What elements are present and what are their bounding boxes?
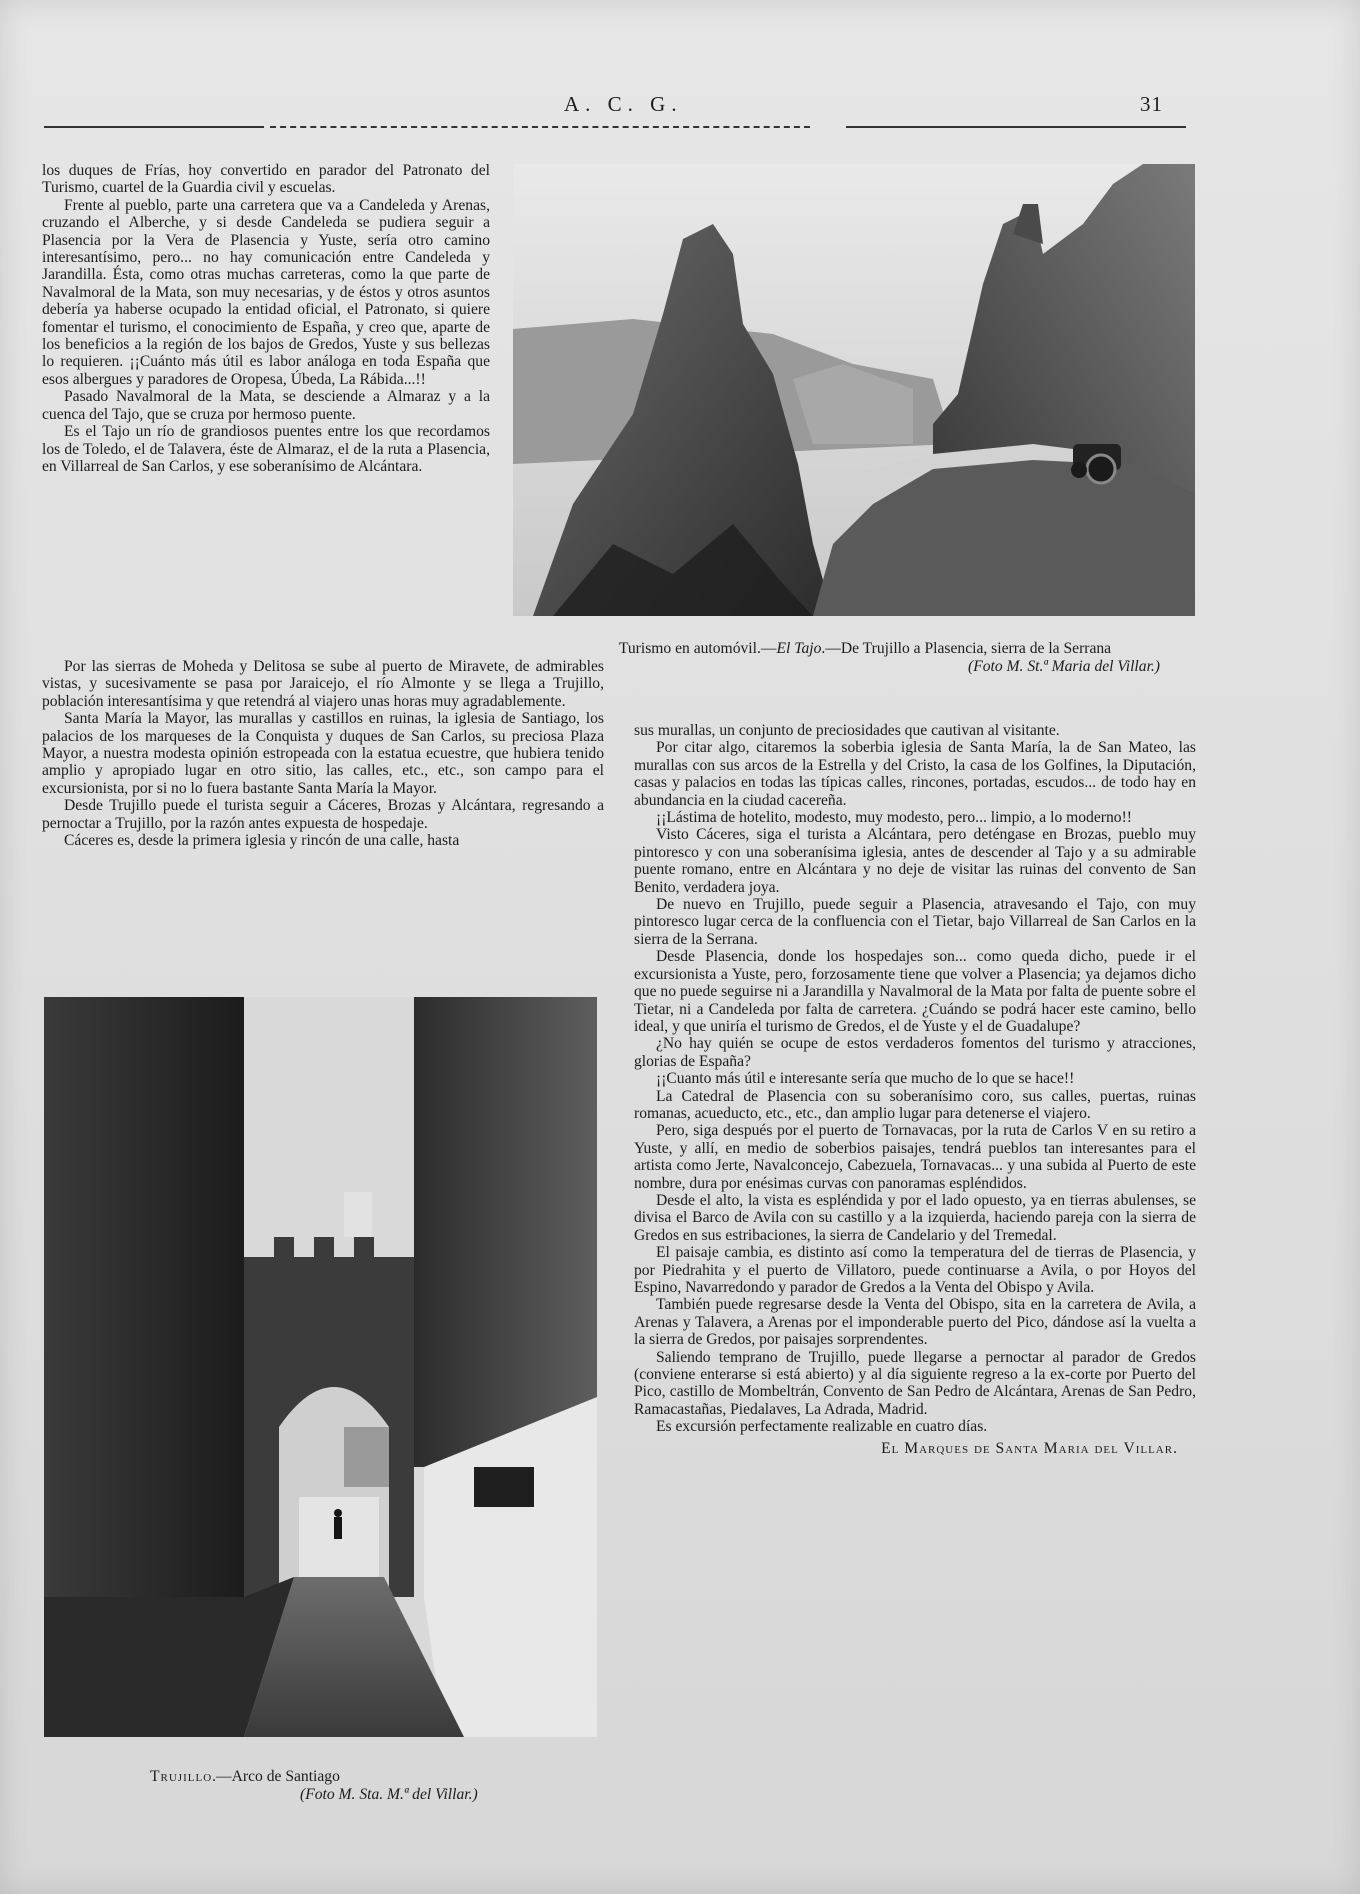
paragraph: La Catedral de Plasencia con su soberanísimo coro, sus calles, puertas, ruinas romanas, acueducto, etc., etc., dan amplio lugar para detenerse el viajero. [634, 1087, 1196, 1122]
caption-el-tajo [530, 640, 1200, 676]
paragraph: ¡¡Lástima de hotelito, modesto, muy modesto, pero... limpio, a lo moderno!! [656, 809, 1132, 827]
paragraph: ¡¡Cuanto más útil e interesante sería que mucho de lo que se hace!! [656, 1070, 1075, 1088]
paragraph: Desde Plasencia, donde los hospedajes son... como queda dicho, puede ir el excursionista a Yuste, pero, forzosamente tiene que volver a Plasencia; ya dejamos dicho que no puede seguirse ni a Jarandilla y Navalmoral de la Mata por falta de puente sobre el Tietar, ni a Candeleda por falta de carretera. ¿Cuándo se podrá hacer este camino, bello ideal, y que uniría el turismo de Gredos, el de Yuste y el de Guadalupe? [634, 948, 1196, 1035]
paragraph: Desde Trujillo puede el turista seguir a Cáceres, Brozas y Alcántara, regresando a pernoctar a Trujillo, por la razón antes expuesta de hospedaje. [42, 797, 604, 832]
paragraph: El paisaje cambia, es distinto así como la temperatura del de tierras de Plasencia, y por Piedrahita y el puerto de Villatoro, puede continuarse a Avila, o por Hoyos del Espino, Navarredondo y parador de Gredos a la Venta del Obispo y Avila. [634, 1244, 1196, 1296]
article-column-right [634, 722, 1196, 1457]
page-number: 31 [1140, 92, 1163, 116]
photo-arco-de-santiago-image [44, 997, 597, 1737]
paragraph: Pero, siga después por el puerto de Tornavacas, por la ruta de Carlos V en su retiro a Yuste, y allí, en medio de soberbios paisajes, tendrá pueblos tan interesantes para el artista como Jerte, Navalconcejo, Cabezuela, Tornavacas... y una subida al Puerto de este nombre, dura por enésimas curvas con panoramas espléndidos. [634, 1122, 1196, 1192]
caption-rest: .—Arco de Santiago [212, 1768, 340, 1785]
paragraph: los duques de Frías, hoy convertido en parador del Patronato del Turismo, cuartel de la Guardia civil y escuelas. [42, 162, 490, 197]
article-column-left-lower [42, 658, 604, 849]
caption-prefix: Turismo en automóvil.— [618, 640, 777, 657]
paragraph: ¿No hay quién se ocupe de estos verdaderos fomentos del turismo y atracciones, glorias de España? [634, 1035, 1196, 1070]
photo-el-tajo-image [513, 164, 1195, 616]
caption-place: Trujillo [150, 1768, 213, 1785]
paragraph: sus murallas, un conjunto de preciosidades que cautivan al visitante. [634, 722, 1060, 739]
paragraph: Desde el alto, la vista es espléndida y por el lado opuesto, ya en tierras abulenses, se divisa el Barco de Avila con su castillo y a la izquierda, haciendo pareja con la sierra de Gredos en sus estribaciones, la sierra de Candelario y del Tremedal. [634, 1191, 1196, 1244]
paragraph: Pasado Navalmoral de la Mata, se desciende a Almaraz y a la cuenca del Tajo, que se cruza por hermoso puente. [42, 388, 490, 423]
article-column-left-top [42, 162, 490, 475]
paragraph: Saliendo temprano de Trujillo, puede llegarse a pernoctar al parador de Gredos (conviene enterarse si está abierto) y al día siguiente regreso a la ex-corte por Puerto del Pico, castillo de Mombeltrán, Convento de San Pedro de Alcántara, Arenas de San Pedro, Ramacastañas, Piedalaves, La Adrada, Madrid. [634, 1348, 1196, 1418]
paragraph: También puede regresarse desde la Venta del Obispo, sita en la carretera de Avila, a Arenas y Talavera, a Arenas por el imponderable puerto del Pico, dándose así la vuelta a la sierra de Gredos, por paisajes sorprendentes. [634, 1296, 1196, 1349]
photo-credit: (Foto M. St.ª Maria del Villar.) [968, 658, 1160, 675]
author-signature: El Marques de Santa Maria del Villar. [881, 1439, 1178, 1457]
journal-title: A. C. G. [564, 92, 683, 116]
header-rule-right [846, 126, 1186, 128]
paragraph: Por citar algo, citaremos la soberbia iglesia de Santa María, la de San Mateo, las murallas con sus arcos de la Estrella y del Cristo, la casa de los Golfines, la Diputación, casas y palacios en todas las típicas calles, rincones, portadas, escudos... de todo hay en abundancia en la ciudad cacereña. [634, 739, 1196, 809]
paragraph: Visto Cáceres, siga el turista a Alcántara, pero deténgase en Brozas, pueblo muy pintoresco y con una soberanísima iglesia, antes de descender al Tajo y a su admirable puente romano, entre en Alcántara y no deje de visitar las ruinas del convento de San Benito, verdadera joya. [634, 826, 1196, 896]
header-rule-middle [270, 126, 810, 128]
caption-rest: .—De Trujillo a Plasencia, sierra de la Serrana [821, 640, 1112, 657]
paragraph: Cáceres es, desde la primera iglesia y rincón de una calle, hasta [64, 832, 460, 850]
caption-place: El Tajo [776, 640, 822, 657]
paragraph: Es excursión perfectamente realizable en cuatro días. [656, 1418, 988, 1436]
header-rule-left [44, 126, 264, 128]
photo-credit: (Foto M. Sta. M.ª del Villar.) [300, 1786, 478, 1803]
paragraph: De nuevo en Trujillo, puede seguir a Plasencia, atravesando el Tajo, con muy pintoresco lugar cerca de la confluencia con el Tietar, bajo Villarreal de San Carlos en la sierra de la Serrana. [634, 896, 1196, 948]
paragraph: Frente al pueblo, parte una carretera que va a Candeleda y Arenas, cruzando el Alberche, y si desde Candeleda se pudiera seguir a Plasencia por la Vera de Plasencia y Yuste, sería otro camino interesantísimo, pero... no hay comunicación entre Candeleda y Jarandilla. Ésta, como otras muchas carreteras, como la que parte de Navalmoral de la Mata, son muy necesarias, y de éstos y otros asuntos debería ya haberse ocupado la entidad oficial, el Patronato, si quiere fomentar el turismo, el conocimiento de España, y creo que, aparte de los beneficios a la región de los bajos de Gredos, Yuste y sus bellezas lo requieren. ¡¡Cuánto más útil es labor análoga en toda España que esos albergues y paradores de Oropesa, Úbeda, La Rábida...!! [42, 196, 490, 388]
paragraph: Por las sierras de Moheda y Delitosa se sube al puerto de Miravete, de admirables vistas, y sucesivamente se pasa por Jaraicejo, el río Almonte y se llega a Trujillo, población interesantísima y que retendrá al viajero unas horas muy agradablemente. [42, 658, 604, 710]
paragraph: Santa María la Mayor, las murallas y castillos en ruinas, la iglesia de Santiago, los palacios de los marqueses de la Conquista y duques de San Carlos, su preciosa Plaza Mayor, a nuestra modesta opinión estropeada con la estatua ecuestre, que hubiera tenido amplio y apropiado lugar en otro sitio, las calles, etc., etc., son campo para el excursionista, por si no lo fuera bastante Santa María la Mayor. [42, 710, 604, 797]
paragraph: Es el Tajo un río de grandiosos puentes entre los que recordamos los de Toledo, el de Talavera, éste de Almaraz, el de la ruta a Plasencia, en Villarreal de San Carlos, y ese soberanísimo de Alcántara. [42, 423, 490, 475]
photo-el-tajo [513, 164, 1195, 616]
photo-arco-de-santiago [44, 997, 597, 1737]
caption-arco-de-santiago [150, 1768, 570, 1804]
